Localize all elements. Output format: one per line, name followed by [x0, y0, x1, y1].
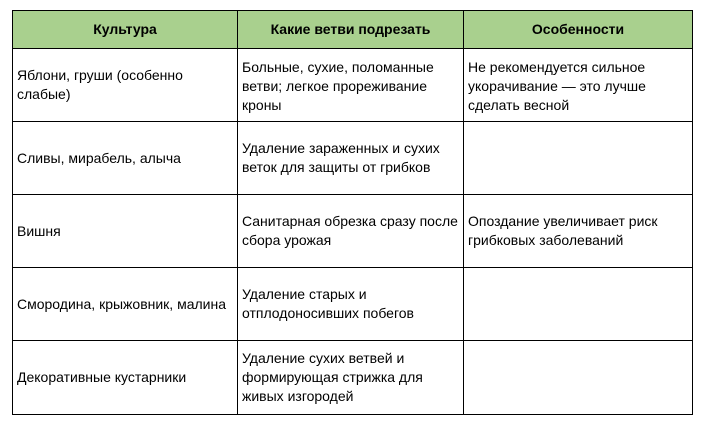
table-header-row	[13, 11, 693, 49]
cell-branches: Удаление старых и отплодоносивших побегов	[238, 268, 464, 341]
pruning-table	[12, 10, 693, 415]
cell-crop: Сливы, мирабель, алыча	[13, 122, 238, 195]
cell-notes	[464, 268, 693, 341]
cell-notes	[464, 341, 693, 415]
cell-crop: Яблони, груши (особенно слабые)	[13, 49, 238, 122]
cell-crop: Вишня	[13, 195, 238, 268]
table-row	[13, 122, 693, 195]
cell-crop: Смородина, крыжовник, малина	[13, 268, 238, 341]
table-row	[13, 268, 693, 341]
cell-notes: Не рекомендуется сильное укорачивание — это лучше сделать весной	[464, 49, 693, 122]
cell-crop: Декоративные кустарники	[13, 341, 238, 415]
cell-branches: Больные, сухие, поломанные ветви; легкое прореживание кроны	[238, 49, 464, 122]
header-crop: Культура	[13, 11, 238, 49]
cell-notes: Опоздание увеличивает риск грибковых заболеваний	[464, 195, 693, 268]
header-notes: Особенности	[464, 11, 693, 49]
table-row	[13, 49, 693, 122]
header-branches: Какие ветви подрезать	[238, 11, 464, 49]
cell-branches: Удаление зараженных и сухих веток для защиты от грибков	[238, 122, 464, 195]
cell-branches: Санитарная обрезка сразу после сбора урожая	[238, 195, 464, 268]
table-row	[13, 195, 693, 268]
table-row	[13, 341, 693, 415]
cell-notes	[464, 122, 693, 195]
cell-branches: Удаление сухих ветвей и формирующая стрижка для живых изгородей	[238, 341, 464, 415]
